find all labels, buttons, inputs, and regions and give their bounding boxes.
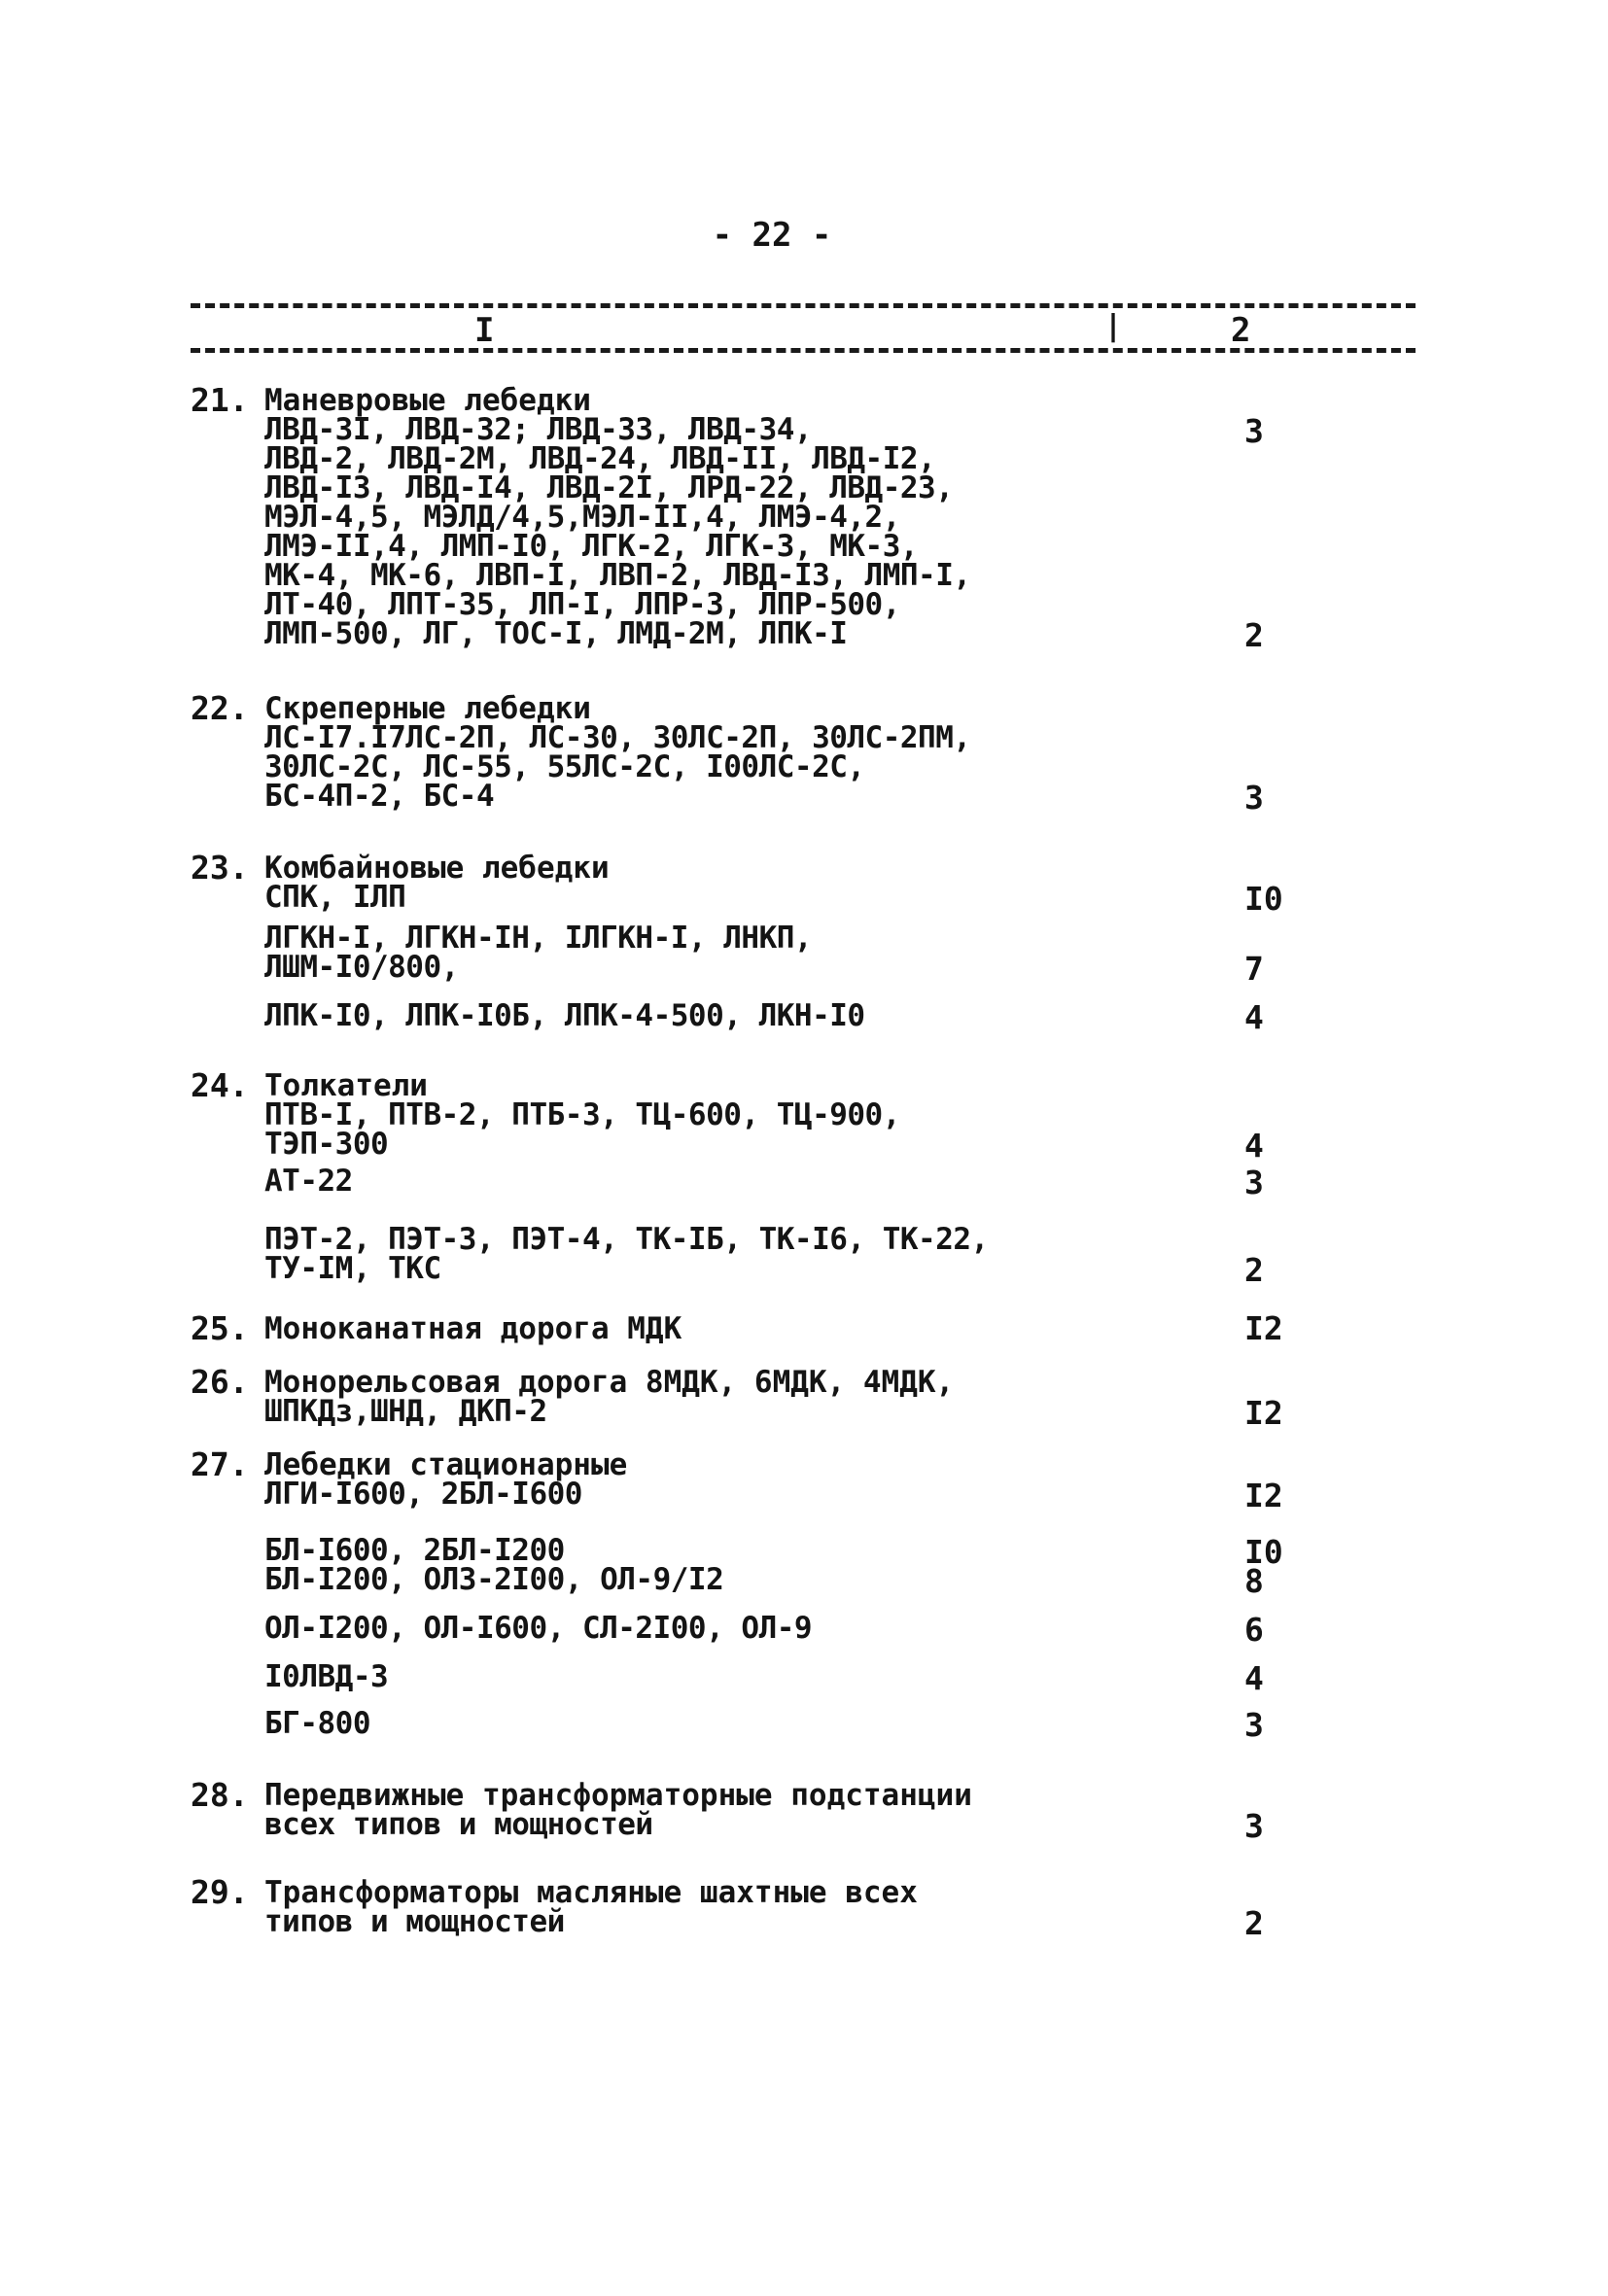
item-value: 4 — [1244, 998, 1264, 1036]
item-number: 27. — [191, 1445, 249, 1483]
item-number: 25. — [191, 1309, 249, 1347]
item-value: 2 — [1244, 616, 1264, 654]
item-title: Моноканатная дорога МДК — [264, 1311, 682, 1346]
item-value: 3 — [1244, 1164, 1264, 1201]
item-models-line: ЛТ-40, ЛПТ-35, ЛП-I, ЛПР-3, ЛПР-500, — [264, 587, 900, 622]
item-models-line: ТЭП-300 — [264, 1127, 389, 1162]
item-models-line: ЛС-I7.I7ЛС-2П, ЛС-30, 30ЛС-2П, 30ЛС-2ПМ, — [264, 720, 971, 755]
item-value: 3 — [1244, 779, 1264, 817]
column-header-1: I — [474, 311, 495, 350]
item-value: 6 — [1244, 1611, 1264, 1649]
item-models-line: ШПКДз,ШНД, ДКП-2 — [264, 1394, 547, 1429]
item-models-line: БЛ-I600, 2БЛ-I200 — [264, 1533, 565, 1568]
page-number: - 22 - — [712, 216, 832, 255]
item-value: 3 — [1244, 1706, 1264, 1744]
item-value: 3 — [1244, 412, 1264, 450]
item-models-line: МЭЛ-4,5, МЭЛД/4,5,МЭЛ-II,4, ЛМЭ-4,2, — [264, 500, 900, 535]
item-value: 4 — [1244, 1659, 1264, 1697]
item-number: 21. — [191, 381, 249, 419]
table-top-rule — [191, 303, 1416, 308]
item-models-line: ЛШМ-I0/800, — [264, 950, 459, 985]
item-models-line: ОЛ-I200, ОЛ-I600, СЛ-2I00, ОЛ-9 — [264, 1611, 813, 1646]
column-header-2: 2 — [1231, 311, 1251, 350]
item-value: I0 — [1244, 1533, 1283, 1571]
item-models-line: МК-4, МК-6, ЛВП-I, ЛВП-2, ЛВД-I3, ЛМП-I, — [264, 558, 971, 593]
item-models-line: ЛВД-3I, ЛВД-32; ЛВД-33, ЛВД-34, — [264, 412, 813, 447]
column-separator: | — [1104, 309, 1123, 343]
item-title: Монорельсовая дорога 8МДК, 6МДК, 4МДК, — [264, 1365, 955, 1400]
item-models-line: ЛВД-I3, ЛВД-I4, ЛВД-2I, ЛРД-22, ЛВД-23, — [264, 470, 954, 505]
item-number: 28. — [191, 1776, 249, 1814]
item-models-line: ЛПК-I0, ЛПК-I0Б, ЛПК-4-500, ЛКН-I0 — [264, 998, 865, 1033]
item-value: 4 — [1244, 1127, 1264, 1165]
item-number: 23. — [191, 849, 249, 887]
item-number: 24. — [191, 1066, 249, 1104]
item-models-line: ЛВД-2, ЛВД-2М, ЛВД-24, ЛВД-II, ЛВД-I2, — [264, 441, 936, 476]
table-header-rule — [191, 348, 1416, 353]
item-number: 22. — [191, 689, 249, 727]
item-models-line: ТУ-IМ, ТКС — [264, 1251, 441, 1286]
item-models-line: ЛГКН-I, ЛГКН-IН, IЛГКН-I, ЛНКП, — [264, 921, 813, 956]
item-models-line: ПЭТ-2, ПЭТ-3, ПЭТ-4, ТК-IБ, ТК-I6, ТК-22, — [264, 1222, 989, 1257]
item-title: Передвижные трансформаторные подстанции — [264, 1778, 972, 1813]
item-models-line: СПК, ІЛП — [264, 880, 406, 915]
item-value: 3 — [1244, 1807, 1264, 1845]
item-value: I0 — [1244, 880, 1283, 918]
item-number: 29. — [191, 1873, 249, 1911]
item-value: I2 — [1244, 1477, 1283, 1514]
item-value: I2 — [1244, 1309, 1283, 1347]
item-models-line: I0ЛВД-3 — [264, 1659, 389, 1694]
item-value: 2 — [1244, 1904, 1264, 1942]
item-models-line: БС-4П-2, БС-4 — [264, 779, 495, 814]
item-models-line: ЛМЭ-II,4, ЛМП-I0, ЛГК-2, ЛГК-3, МК-3, — [264, 529, 919, 564]
item-value: 8 — [1244, 1562, 1264, 1600]
item-title: Толкатели — [264, 1068, 428, 1103]
item-models-line: ЛГИ-I600, 2БЛ-I600 — [264, 1477, 582, 1512]
item-value: 2 — [1244, 1251, 1264, 1289]
item-models-line: типов и мощностей — [264, 1904, 565, 1939]
item-models-line: ЛМП-500, ЛГ, ТОС-I, ЛМД-2М, ЛПК-I — [264, 616, 848, 651]
item-title: Скреперные лебедки — [264, 691, 591, 726]
item-title: Комбайновые лебедки — [264, 851, 610, 886]
item-models-line: АТ-22 — [264, 1164, 353, 1199]
item-models-line: БЛ-I200, ОЛЗ-2I00, ОЛ-9/I2 — [264, 1562, 724, 1597]
item-models-line: всех типов и мощностей — [264, 1807, 653, 1842]
item-title: Маневровые лебедки — [264, 383, 591, 418]
item-models-line: БГ-800 — [264, 1706, 370, 1741]
item-title: Трансформаторы масляные шахтные всех — [264, 1875, 918, 1910]
item-models-line: 30ЛС-2С, ЛС-55, 55ЛС-2С, I00ЛС-2С, — [264, 749, 865, 784]
item-title: Лебедки стационарные — [264, 1447, 628, 1482]
item-models-line: ПТВ-I, ПТВ-2, ПТБ-3, ТЦ-600, ТЦ-900, — [264, 1097, 900, 1132]
item-value: I2 — [1244, 1394, 1283, 1432]
item-number: 26. — [191, 1363, 249, 1401]
item-value: 7 — [1244, 950, 1264, 988]
